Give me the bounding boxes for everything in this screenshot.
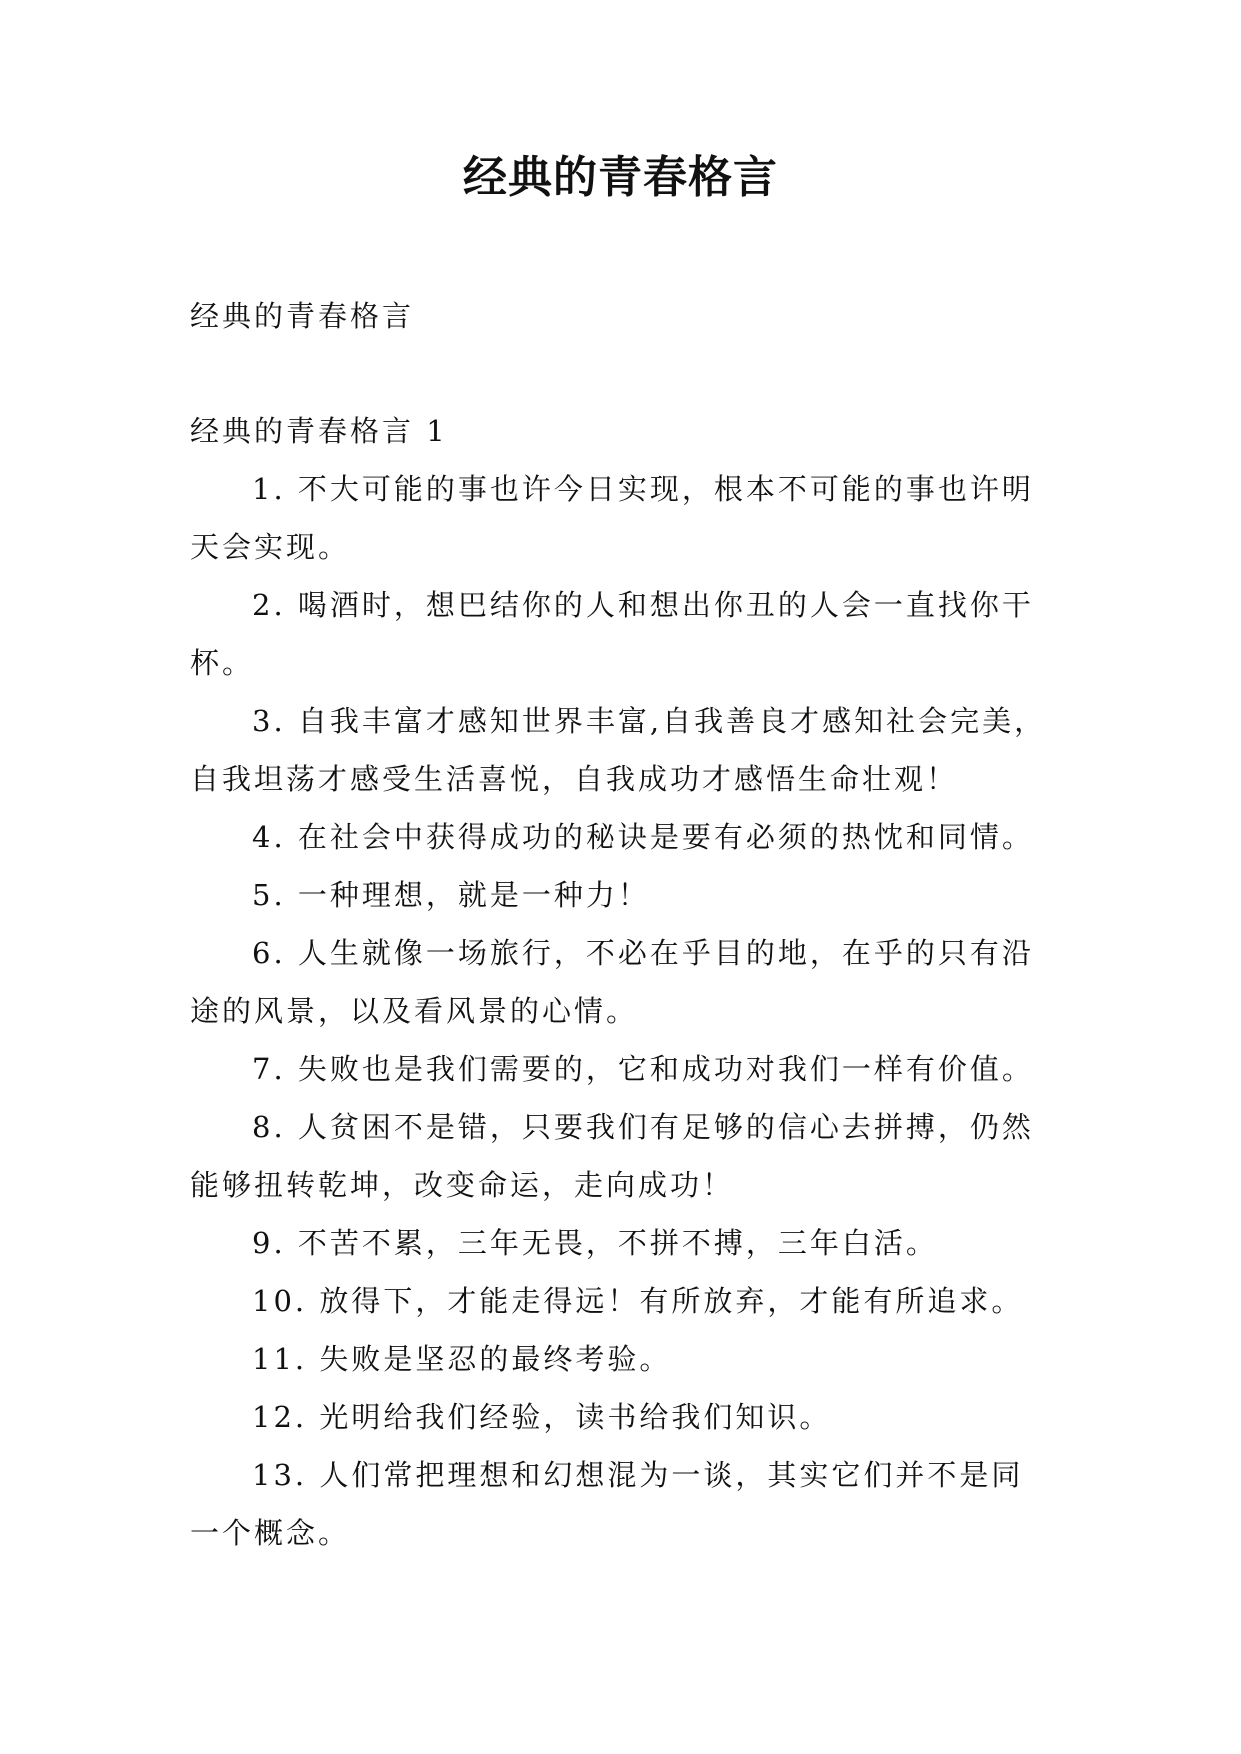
quote-line: 10. 放得下，才能走得远！有所放弃，才能有所追求。: [252, 1284, 1024, 1318]
quote-line: 3. 自我丰富才感知世界丰富,自我善良才感知社会完美，: [252, 704, 1047, 738]
quote-line: 9. 不苦不累，三年无畏，不拼不搏，三年白活。: [252, 1226, 938, 1260]
section-heading: 经典的青春格言 1: [190, 414, 448, 448]
quote-line: 5. 一种理想，就是一种力！: [252, 878, 650, 912]
quote-line: 自我坦荡才感受生活喜悦，自我成功才感悟生命壮观！: [190, 762, 959, 796]
quote-line: 11. 失败是坚忍的最终考验。: [252, 1342, 672, 1376]
quote-list: [190, 460, 1060, 1562]
quote-line: 4. 在社会中获得成功的秘诀是要有必须的热忱和同情。: [252, 820, 1034, 854]
quote-line: 6. 人生就像一场旅行，不必在乎目的地，在乎的只有沿: [252, 936, 1034, 970]
document-subtitle: 经典的青春格言: [190, 299, 415, 333]
quote-line: 一个概念。: [190, 1516, 351, 1550]
quote-line: 7. 失败也是我们需要的，它和成功对我们一样有价值。: [252, 1052, 1034, 1086]
quote-line: 途的风景，以及看风景的心情。: [190, 994, 639, 1028]
quote-line: 8. 人贫困不是错，只要我们有足够的信心去拼搏，仍然: [252, 1110, 1034, 1144]
quote-line: 杯。: [190, 646, 255, 680]
quote-line: 2. 喝酒时，想巴结你的人和想出你丑的人会一直找你干: [252, 588, 1034, 622]
document-title: 经典的青春格言: [463, 152, 778, 203]
quote-line: 能够扭转乾坤，改变命运，走向成功！: [190, 1168, 735, 1202]
quote-line: 12. 光明给我们经验，读书给我们知识。: [252, 1400, 832, 1434]
quote-line: 13. 人们常把理想和幻想混为一谈，其实它们并不是同: [252, 1458, 1024, 1492]
quote-line: 1. 不大可能的事也许今日实现，根本不可能的事也许明: [252, 472, 1034, 506]
quote-line: 天会实现。: [190, 530, 351, 564]
